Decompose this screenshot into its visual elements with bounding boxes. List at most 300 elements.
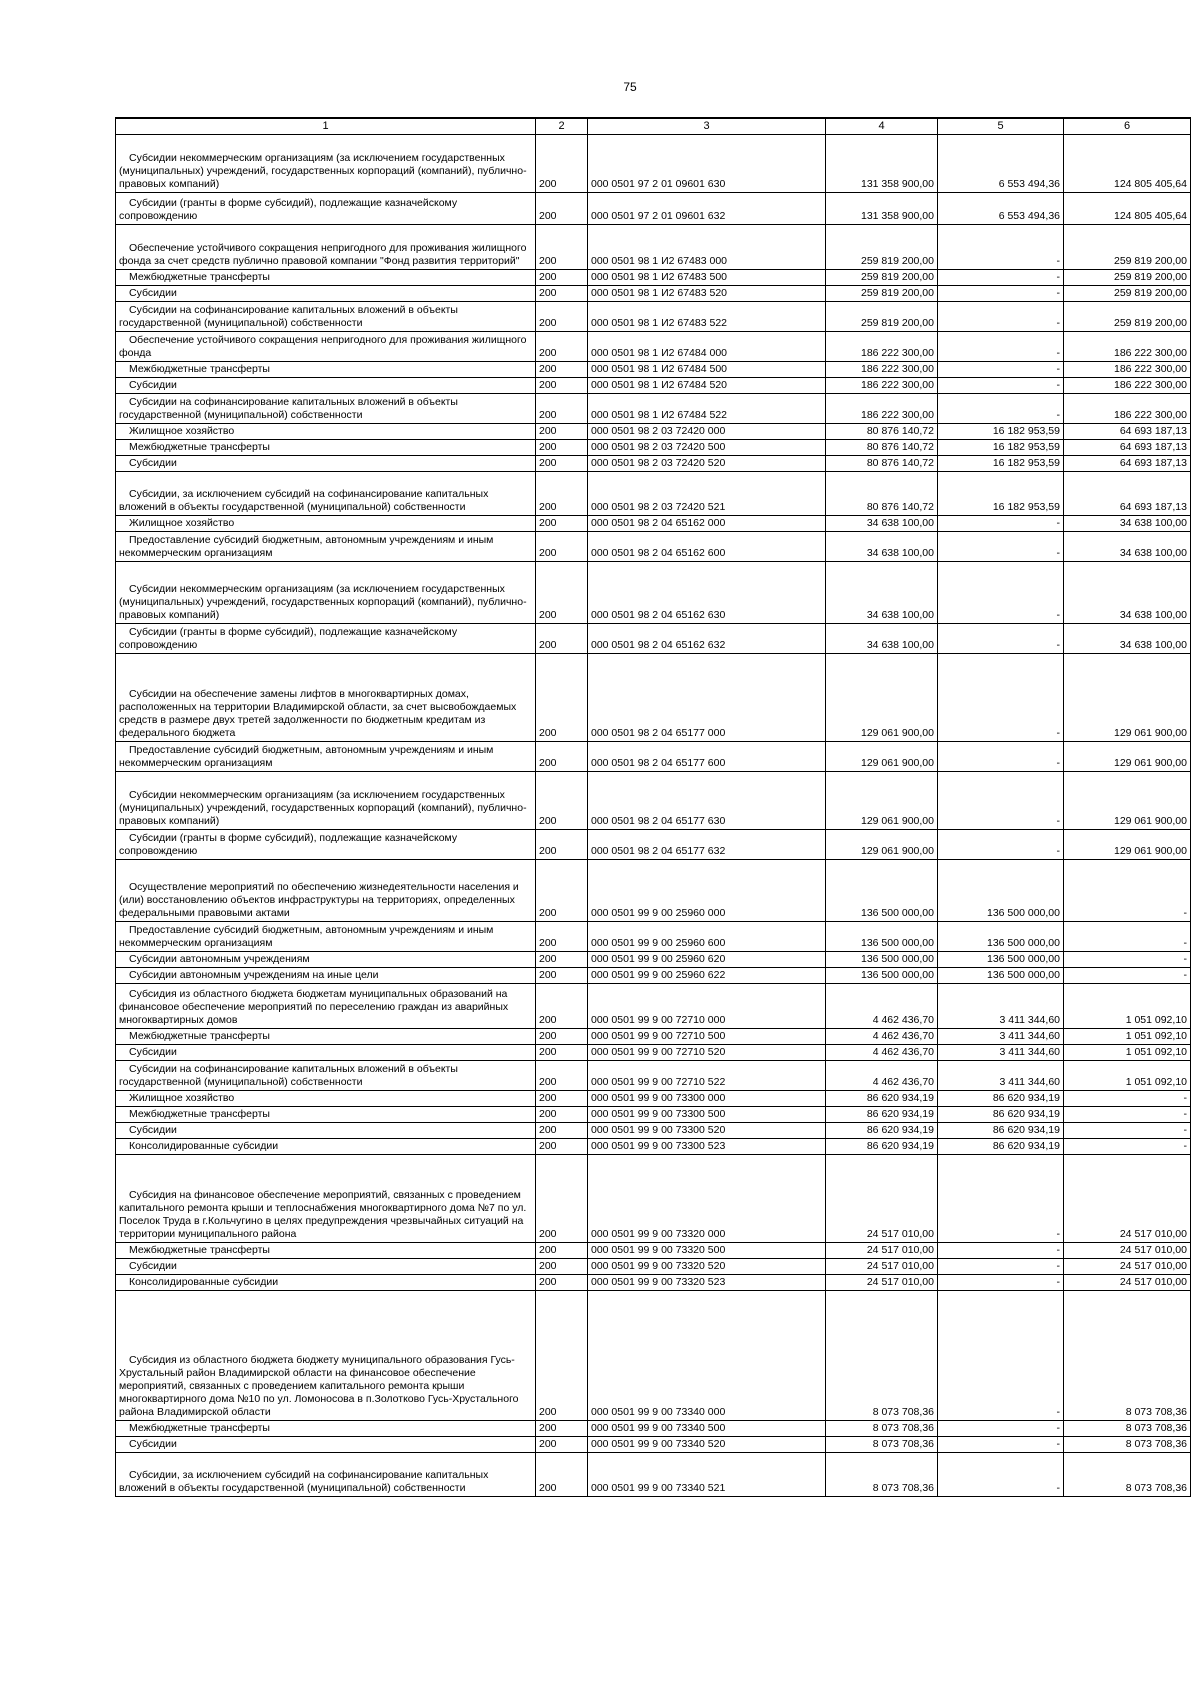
row-budget-code: 000 0501 98 1 И2 67484 500 bbox=[588, 362, 826, 378]
table-row bbox=[116, 1291, 1191, 1421]
row-approved: 186 222 300,00 bbox=[826, 332, 938, 362]
header-col-6: 6 bbox=[1064, 118, 1191, 135]
row-executed: - bbox=[938, 772, 1064, 830]
row-name-text: Межбюджетные трансферты bbox=[129, 1422, 270, 1434]
table-row bbox=[116, 772, 1191, 830]
row-admin-code: 200 bbox=[536, 456, 588, 472]
row-executed: - bbox=[938, 286, 1064, 302]
row-executed: 86 620 934,19 bbox=[938, 1091, 1064, 1107]
row-executed: - bbox=[938, 742, 1064, 772]
row-budget-code: 000 0501 99 9 00 73300 000 bbox=[588, 1091, 826, 1107]
table-row bbox=[116, 860, 1191, 922]
header-col-4: 4 bbox=[826, 118, 938, 135]
row-name-text: Обеспечение устойчивого сокращения непригодного для проживания жилищного фонда bbox=[119, 334, 527, 359]
row-unexecuted: - bbox=[1064, 952, 1191, 968]
row-approved: 24 517 010,00 bbox=[826, 1259, 938, 1275]
table-row bbox=[116, 1453, 1191, 1497]
row-executed: - bbox=[938, 624, 1064, 654]
table-row bbox=[116, 456, 1191, 472]
row-name bbox=[116, 1029, 536, 1045]
row-unexecuted: - bbox=[1064, 922, 1191, 952]
row-name bbox=[116, 516, 536, 532]
row-unexecuted: 186 222 300,00 bbox=[1064, 362, 1191, 378]
row-executed: 16 182 953,59 bbox=[938, 456, 1064, 472]
row-name-text: Субсидии bbox=[129, 1260, 177, 1272]
row-budget-code: 000 0501 99 9 00 73320 000 bbox=[588, 1155, 826, 1243]
row-approved: 80 876 140,72 bbox=[826, 440, 938, 456]
row-budget-code: 000 0501 98 2 03 72420 500 bbox=[588, 440, 826, 456]
row-name-text: Субсидии bbox=[129, 457, 177, 469]
row-name-text: Жилищное хозяйство bbox=[129, 425, 235, 437]
row-admin-code: 200 bbox=[536, 952, 588, 968]
row-name-text: Межбюджетные трансферты bbox=[129, 441, 270, 453]
row-approved: 259 819 200,00 bbox=[826, 302, 938, 332]
row-name bbox=[116, 1291, 536, 1421]
row-admin-code: 200 bbox=[536, 440, 588, 456]
table-row bbox=[116, 1437, 1191, 1453]
row-unexecuted: - bbox=[1064, 860, 1191, 922]
row-budget-code: 000 0501 99 9 00 72710 000 bbox=[588, 984, 826, 1029]
row-budget-code: 000 0501 98 2 04 65162 632 bbox=[588, 624, 826, 654]
row-executed: 136 500 000,00 bbox=[938, 952, 1064, 968]
row-name bbox=[116, 772, 536, 830]
row-executed: 136 500 000,00 bbox=[938, 860, 1064, 922]
row-name-text: Субсидии (гранты в форме субсидий), подлежащие казначейскому сопровождению bbox=[119, 832, 458, 857]
row-name-text: Консолидированные субсидии bbox=[129, 1140, 279, 1152]
row-admin-code: 200 bbox=[536, 742, 588, 772]
row-unexecuted: 64 693 187,13 bbox=[1064, 456, 1191, 472]
row-budget-code: 000 0501 99 9 00 25960 620 bbox=[588, 952, 826, 968]
header-col-3: 3 bbox=[588, 118, 826, 135]
row-approved: 259 819 200,00 bbox=[826, 270, 938, 286]
row-executed: 136 500 000,00 bbox=[938, 922, 1064, 952]
table-body bbox=[116, 135, 1191, 1497]
row-admin-code: 200 bbox=[536, 1045, 588, 1061]
row-admin-code: 200 bbox=[536, 135, 588, 193]
row-budget-code: 000 0501 98 2 04 65177 000 bbox=[588, 654, 826, 742]
row-name-text: Субсидии на обеспечение замены лифтов в многоквартирных домах, расположенных на территории Владимирской области, за счет высвобождаемых средств в размере двух третей задолженности по бюджетным кредитам из федерального бюджета bbox=[119, 688, 517, 739]
row-name bbox=[116, 270, 536, 286]
row-admin-code: 200 bbox=[536, 968, 588, 984]
row-name-text: Межбюджетные трансферты bbox=[129, 1108, 270, 1120]
row-approved: 86 620 934,19 bbox=[826, 1123, 938, 1139]
row-budget-code: 000 0501 98 1 И2 67483 520 bbox=[588, 286, 826, 302]
row-name-text: Субсидии автономным учреждениям bbox=[129, 953, 310, 965]
row-unexecuted: 8 073 708,36 bbox=[1064, 1291, 1191, 1421]
table-row bbox=[116, 968, 1191, 984]
row-name-text: Жилищное хозяйство bbox=[129, 517, 235, 529]
row-admin-code: 200 bbox=[536, 922, 588, 952]
row-admin-code: 200 bbox=[536, 270, 588, 286]
row-unexecuted: 129 061 900,00 bbox=[1064, 830, 1191, 860]
table-row bbox=[116, 1107, 1191, 1123]
row-budget-code: 000 0501 97 2 01 09601 632 bbox=[588, 193, 826, 225]
row-name-text: Предоставление субсидий бюджетным, автономным учреждениям и иным некоммерческим организациям bbox=[119, 744, 494, 769]
row-admin-code: 200 bbox=[536, 830, 588, 860]
row-name-text: Межбюджетные трансферты bbox=[129, 271, 270, 283]
row-approved: 129 061 900,00 bbox=[826, 830, 938, 860]
row-unexecuted: - bbox=[1064, 1139, 1191, 1155]
row-approved: 86 620 934,19 bbox=[826, 1091, 938, 1107]
table-row bbox=[116, 193, 1191, 225]
row-admin-code: 200 bbox=[536, 1421, 588, 1437]
row-admin-code: 200 bbox=[536, 1155, 588, 1243]
row-unexecuted: 34 638 100,00 bbox=[1064, 532, 1191, 562]
table-row bbox=[116, 1421, 1191, 1437]
row-unexecuted: 259 819 200,00 bbox=[1064, 286, 1191, 302]
row-executed: - bbox=[938, 1437, 1064, 1453]
row-name bbox=[116, 135, 536, 193]
row-budget-code: 000 0501 98 2 03 72420 000 bbox=[588, 424, 826, 440]
row-approved: 136 500 000,00 bbox=[826, 860, 938, 922]
row-admin-code: 200 bbox=[536, 1091, 588, 1107]
row-unexecuted: 64 693 187,13 bbox=[1064, 440, 1191, 456]
row-budget-code: 000 0501 98 2 04 65177 632 bbox=[588, 830, 826, 860]
table-row bbox=[116, 1259, 1191, 1275]
table-row bbox=[116, 1155, 1191, 1243]
row-approved: 4 462 436,70 bbox=[826, 1061, 938, 1091]
row-admin-code: 200 bbox=[536, 1107, 588, 1123]
header-col-5: 5 bbox=[938, 118, 1064, 135]
table-row bbox=[116, 654, 1191, 742]
row-name-text: Субсидии bbox=[129, 1124, 177, 1136]
row-executed: - bbox=[938, 1259, 1064, 1275]
row-executed: 3 411 344,60 bbox=[938, 1045, 1064, 1061]
row-approved: 34 638 100,00 bbox=[826, 532, 938, 562]
row-admin-code: 200 bbox=[536, 394, 588, 424]
row-approved: 4 462 436,70 bbox=[826, 1029, 938, 1045]
row-approved: 86 620 934,19 bbox=[826, 1107, 938, 1123]
table-row bbox=[116, 378, 1191, 394]
table-row bbox=[116, 135, 1191, 193]
page-number: 75 bbox=[623, 80, 637, 94]
row-admin-code: 200 bbox=[536, 193, 588, 225]
table-row bbox=[116, 332, 1191, 362]
row-name-text: Субсидии bbox=[129, 1046, 177, 1058]
table-row bbox=[116, 516, 1191, 532]
row-approved: 34 638 100,00 bbox=[826, 562, 938, 624]
row-admin-code: 200 bbox=[536, 1259, 588, 1275]
row-budget-code: 000 0501 98 2 03 72420 520 bbox=[588, 456, 826, 472]
row-executed: - bbox=[938, 302, 1064, 332]
table-row bbox=[116, 440, 1191, 456]
row-unexecuted: 34 638 100,00 bbox=[1064, 562, 1191, 624]
row-name bbox=[116, 952, 536, 968]
row-name-text: Субсидии на софинансирование капитальных вложений в объекты государственной (муниципальной) собственности bbox=[119, 304, 458, 329]
row-name-text: Субсидии, за исключением субсидий на софинансирование капитальных вложений в объекты государственной (муниципальной) собственности bbox=[119, 488, 489, 513]
row-approved: 86 620 934,19 bbox=[826, 1139, 938, 1155]
row-name bbox=[116, 1091, 536, 1107]
row-unexecuted: 24 517 010,00 bbox=[1064, 1155, 1191, 1243]
table-row bbox=[116, 270, 1191, 286]
row-budget-code: 000 0501 99 9 00 72710 522 bbox=[588, 1061, 826, 1091]
row-executed: - bbox=[938, 378, 1064, 394]
table-row bbox=[116, 286, 1191, 302]
row-admin-code: 200 bbox=[536, 424, 588, 440]
row-approved: 34 638 100,00 bbox=[826, 624, 938, 654]
row-admin-code: 200 bbox=[536, 362, 588, 378]
row-admin-code: 200 bbox=[536, 225, 588, 270]
row-budget-code: 000 0501 99 9 00 73340 500 bbox=[588, 1421, 826, 1437]
table-row bbox=[116, 1123, 1191, 1139]
row-name bbox=[116, 1107, 536, 1123]
row-approved: 186 222 300,00 bbox=[826, 378, 938, 394]
row-admin-code: 200 bbox=[536, 1243, 588, 1259]
row-unexecuted: 129 061 900,00 bbox=[1064, 772, 1191, 830]
table-row bbox=[116, 1243, 1191, 1259]
row-approved: 34 638 100,00 bbox=[826, 516, 938, 532]
table-row bbox=[116, 624, 1191, 654]
row-unexecuted: 1 051 092,10 bbox=[1064, 984, 1191, 1029]
row-name bbox=[116, 394, 536, 424]
row-name bbox=[116, 830, 536, 860]
row-admin-code: 200 bbox=[536, 1275, 588, 1291]
table-row bbox=[116, 1029, 1191, 1045]
header-col-2: 2 bbox=[536, 118, 588, 135]
row-name-text: Субсидии (гранты в форме субсидий), подлежащие казначейскому сопровождению bbox=[119, 197, 458, 222]
row-name-text: Субсидия на финансовое обеспечение мероприятий, связанных с проведением капитального ремонта крыши и теплоснабжения многоквартирного дома №7 по ул. Поселок Труда в г.Кольчугино в целях предупреждения чрезвычайных ситуаций на территории муниципального района bbox=[119, 1189, 527, 1240]
table-row bbox=[116, 830, 1191, 860]
row-name bbox=[116, 1243, 536, 1259]
row-admin-code: 200 bbox=[536, 1139, 588, 1155]
row-name-text: Межбюджетные трансферты bbox=[129, 1244, 270, 1256]
row-executed: 16 182 953,59 bbox=[938, 440, 1064, 456]
row-budget-code: 000 0501 99 9 00 72710 500 bbox=[588, 1029, 826, 1045]
row-unexecuted: 1 051 092,10 bbox=[1064, 1029, 1191, 1045]
table-row bbox=[116, 532, 1191, 562]
row-name bbox=[116, 1453, 536, 1497]
row-name bbox=[116, 1045, 536, 1061]
table-row bbox=[116, 362, 1191, 378]
row-name-text: Субсидии некоммерческим организациям (за исключением государственных (муниципальных) учреждений, государственных корпораций (компаний), публично-правовых компаний) bbox=[119, 583, 527, 621]
row-admin-code: 200 bbox=[536, 516, 588, 532]
row-name bbox=[116, 472, 536, 516]
row-budget-code: 000 0501 99 9 00 72710 520 bbox=[588, 1045, 826, 1061]
row-approved: 259 819 200,00 bbox=[826, 225, 938, 270]
row-name bbox=[116, 654, 536, 742]
row-budget-code: 000 0501 99 9 00 73320 500 bbox=[588, 1243, 826, 1259]
row-executed: - bbox=[938, 225, 1064, 270]
row-executed: - bbox=[938, 1243, 1064, 1259]
row-approved: 80 876 140,72 bbox=[826, 456, 938, 472]
row-admin-code: 200 bbox=[536, 286, 588, 302]
table-row bbox=[116, 225, 1191, 270]
row-name bbox=[116, 984, 536, 1029]
row-name bbox=[116, 193, 536, 225]
row-name bbox=[116, 1437, 536, 1453]
table-row bbox=[116, 1045, 1191, 1061]
row-budget-code: 000 0501 98 1 И2 67483 000 bbox=[588, 225, 826, 270]
row-unexecuted: 129 061 900,00 bbox=[1064, 742, 1191, 772]
row-approved: 8 073 708,36 bbox=[826, 1421, 938, 1437]
row-admin-code: 200 bbox=[536, 654, 588, 742]
row-name-text: Жилищное хозяйство bbox=[129, 1092, 235, 1104]
row-unexecuted: 129 061 900,00 bbox=[1064, 654, 1191, 742]
row-budget-code: 000 0501 98 2 04 65162 000 bbox=[588, 516, 826, 532]
row-name-text: Консолидированные субсидии bbox=[129, 1276, 279, 1288]
table-row bbox=[116, 952, 1191, 968]
row-name-text: Предоставление субсидий бюджетным, автономным учреждениям и иным некоммерческим организациям bbox=[119, 534, 494, 559]
row-executed: - bbox=[938, 362, 1064, 378]
row-unexecuted: 259 819 200,00 bbox=[1064, 270, 1191, 286]
row-budget-code: 000 0501 99 9 00 73340 520 bbox=[588, 1437, 826, 1453]
row-name bbox=[116, 1061, 536, 1091]
header-col-1: 1 bbox=[116, 118, 536, 135]
row-budget-code: 000 0501 98 2 04 65162 630 bbox=[588, 562, 826, 624]
row-executed: - bbox=[938, 516, 1064, 532]
row-unexecuted: 24 517 010,00 bbox=[1064, 1259, 1191, 1275]
row-admin-code: 200 bbox=[536, 1061, 588, 1091]
row-approved: 4 462 436,70 bbox=[826, 1045, 938, 1061]
table-row bbox=[116, 302, 1191, 332]
row-unexecuted: 259 819 200,00 bbox=[1064, 225, 1191, 270]
row-name-text: Субсидии на софинансирование капитальных вложений в объекты государственной (муниципальной) собственности bbox=[119, 1063, 458, 1088]
row-executed: - bbox=[938, 654, 1064, 742]
row-approved: 8 073 708,36 bbox=[826, 1291, 938, 1421]
row-admin-code: 200 bbox=[536, 1291, 588, 1421]
row-executed: - bbox=[938, 562, 1064, 624]
row-executed: - bbox=[938, 1291, 1064, 1421]
row-executed: 86 620 934,19 bbox=[938, 1107, 1064, 1123]
row-name-text: Обеспечение устойчивого сокращения непригодного для проживания жилищного фонда за счет средств публично правовой компании "Фонд развития территорий" bbox=[119, 242, 527, 267]
row-budget-code: 000 0501 98 1 И2 67484 522 bbox=[588, 394, 826, 424]
row-approved: 259 819 200,00 bbox=[826, 286, 938, 302]
row-approved: 129 061 900,00 bbox=[826, 742, 938, 772]
row-budget-code: 000 0501 99 9 00 25960 600 bbox=[588, 922, 826, 952]
row-budget-code: 000 0501 97 2 01 09601 630 bbox=[588, 135, 826, 193]
row-approved: 80 876 140,72 bbox=[826, 424, 938, 440]
row-budget-code: 000 0501 98 2 04 65162 600 bbox=[588, 532, 826, 562]
row-admin-code: 200 bbox=[536, 378, 588, 394]
row-admin-code: 200 bbox=[536, 302, 588, 332]
row-budget-code: 000 0501 98 1 И2 67484 520 bbox=[588, 378, 826, 394]
row-approved: 129 061 900,00 bbox=[826, 654, 938, 742]
row-name bbox=[116, 302, 536, 332]
row-unexecuted: 1 051 092,10 bbox=[1064, 1061, 1191, 1091]
row-name bbox=[116, 562, 536, 624]
row-approved: 129 061 900,00 bbox=[826, 772, 938, 830]
row-approved: 136 500 000,00 bbox=[826, 952, 938, 968]
row-unexecuted: 34 638 100,00 bbox=[1064, 516, 1191, 532]
row-name bbox=[116, 532, 536, 562]
table-header-row bbox=[116, 118, 1191, 135]
row-executed: 136 500 000,00 bbox=[938, 968, 1064, 984]
row-executed: - bbox=[938, 532, 1064, 562]
row-executed: - bbox=[938, 332, 1064, 362]
row-name bbox=[116, 286, 536, 302]
row-name-text: Субсидии автономным учреждениям на иные цели bbox=[129, 969, 379, 981]
table-row bbox=[116, 1061, 1191, 1091]
row-unexecuted: 8 073 708,36 bbox=[1064, 1437, 1191, 1453]
row-unexecuted: 186 222 300,00 bbox=[1064, 378, 1191, 394]
row-unexecuted: 1 051 092,10 bbox=[1064, 1045, 1191, 1061]
row-unexecuted: 8 073 708,36 bbox=[1064, 1453, 1191, 1497]
row-name-text: Субсидии, за исключением субсидий на софинансирование капитальных вложений в объекты государственной (муниципальной) собственности bbox=[119, 1469, 489, 1494]
row-executed: - bbox=[938, 270, 1064, 286]
row-name bbox=[116, 1275, 536, 1291]
row-unexecuted: 64 693 187,13 bbox=[1064, 472, 1191, 516]
row-unexecuted: 124 805 405,64 bbox=[1064, 193, 1191, 225]
row-budget-code: 000 0501 99 9 00 73320 520 bbox=[588, 1259, 826, 1275]
row-admin-code: 200 bbox=[536, 1453, 588, 1497]
row-name bbox=[116, 1155, 536, 1243]
row-unexecuted: 186 222 300,00 bbox=[1064, 394, 1191, 424]
row-unexecuted: - bbox=[1064, 1107, 1191, 1123]
table-row bbox=[116, 472, 1191, 516]
row-unexecuted: - bbox=[1064, 1091, 1191, 1107]
row-admin-code: 200 bbox=[536, 860, 588, 922]
row-budget-code: 000 0501 99 9 00 73300 500 bbox=[588, 1107, 826, 1123]
row-approved: 136 500 000,00 bbox=[826, 922, 938, 952]
row-approved: 8 073 708,36 bbox=[826, 1437, 938, 1453]
row-budget-code: 000 0501 99 9 00 25960 622 bbox=[588, 968, 826, 984]
table-row bbox=[116, 394, 1191, 424]
row-executed: - bbox=[938, 1275, 1064, 1291]
row-name bbox=[116, 742, 536, 772]
row-unexecuted: - bbox=[1064, 968, 1191, 984]
row-name-text: Субсидии bbox=[129, 287, 177, 299]
row-executed: - bbox=[938, 394, 1064, 424]
row-budget-code: 000 0501 99 9 00 73320 523 bbox=[588, 1275, 826, 1291]
row-name bbox=[116, 378, 536, 394]
row-name bbox=[116, 1259, 536, 1275]
row-approved: 131 358 900,00 bbox=[826, 135, 938, 193]
row-budget-code: 000 0501 98 2 04 65177 600 bbox=[588, 742, 826, 772]
table-row bbox=[116, 1139, 1191, 1155]
row-unexecuted: 24 517 010,00 bbox=[1064, 1243, 1191, 1259]
row-name bbox=[116, 1139, 536, 1155]
table-row bbox=[116, 1091, 1191, 1107]
row-admin-code: 200 bbox=[536, 1029, 588, 1045]
row-name-text: Субсидии (гранты в форме субсидий), подлежащие казначейскому сопровождению bbox=[119, 626, 458, 651]
row-approved: 80 876 140,72 bbox=[826, 472, 938, 516]
row-name bbox=[116, 362, 536, 378]
row-name-text: Субсидии bbox=[129, 379, 177, 391]
row-budget-code: 000 0501 98 1 И2 67483 522 bbox=[588, 302, 826, 332]
row-executed: 3 411 344,60 bbox=[938, 1029, 1064, 1045]
row-name-text: Субсидия из областного бюджета бюджету муниципального образования Гусь-Хрустальный район Владимирской области на финансовое обеспечение мероприятий, связанных с проведением капитального ремонта крыши многоквартирного дома №10 по ул. Ломоносова в п.Золотково Гусь-Хрустального района Владимирской области bbox=[119, 1354, 519, 1418]
row-budget-code: 000 0501 98 1 И2 67483 500 bbox=[588, 270, 826, 286]
row-approved: 24 517 010,00 bbox=[826, 1275, 938, 1291]
row-name-text: Межбюджетные трансферты bbox=[129, 363, 270, 375]
row-budget-code: 000 0501 99 9 00 73340 000 bbox=[588, 1291, 826, 1421]
row-unexecuted: - bbox=[1064, 1123, 1191, 1139]
row-executed: - bbox=[938, 830, 1064, 860]
row-name bbox=[116, 1123, 536, 1139]
row-admin-code: 200 bbox=[536, 772, 588, 830]
row-executed: 6 553 494,36 bbox=[938, 193, 1064, 225]
row-admin-code: 200 bbox=[536, 624, 588, 654]
row-name bbox=[116, 624, 536, 654]
table-row bbox=[116, 922, 1191, 952]
row-executed: - bbox=[938, 1155, 1064, 1243]
row-admin-code: 200 bbox=[536, 1123, 588, 1139]
row-executed: 3 411 344,60 bbox=[938, 984, 1064, 1029]
row-name bbox=[116, 922, 536, 952]
row-executed: 3 411 344,60 bbox=[938, 1061, 1064, 1091]
row-executed: 6 553 494,36 bbox=[938, 135, 1064, 193]
row-name-text: Предоставление субсидий бюджетным, автономным учреждениям и иным некоммерческим организациям bbox=[119, 924, 494, 949]
row-unexecuted: 64 693 187,13 bbox=[1064, 424, 1191, 440]
budget-table bbox=[115, 117, 1191, 1497]
row-executed: 86 620 934,19 bbox=[938, 1123, 1064, 1139]
row-approved: 24 517 010,00 bbox=[826, 1243, 938, 1259]
row-approved: 8 073 708,36 bbox=[826, 1453, 938, 1497]
table-row bbox=[116, 742, 1191, 772]
table-row bbox=[116, 424, 1191, 440]
table-row bbox=[116, 984, 1191, 1029]
row-budget-code: 000 0501 99 9 00 73300 523 bbox=[588, 1139, 826, 1155]
